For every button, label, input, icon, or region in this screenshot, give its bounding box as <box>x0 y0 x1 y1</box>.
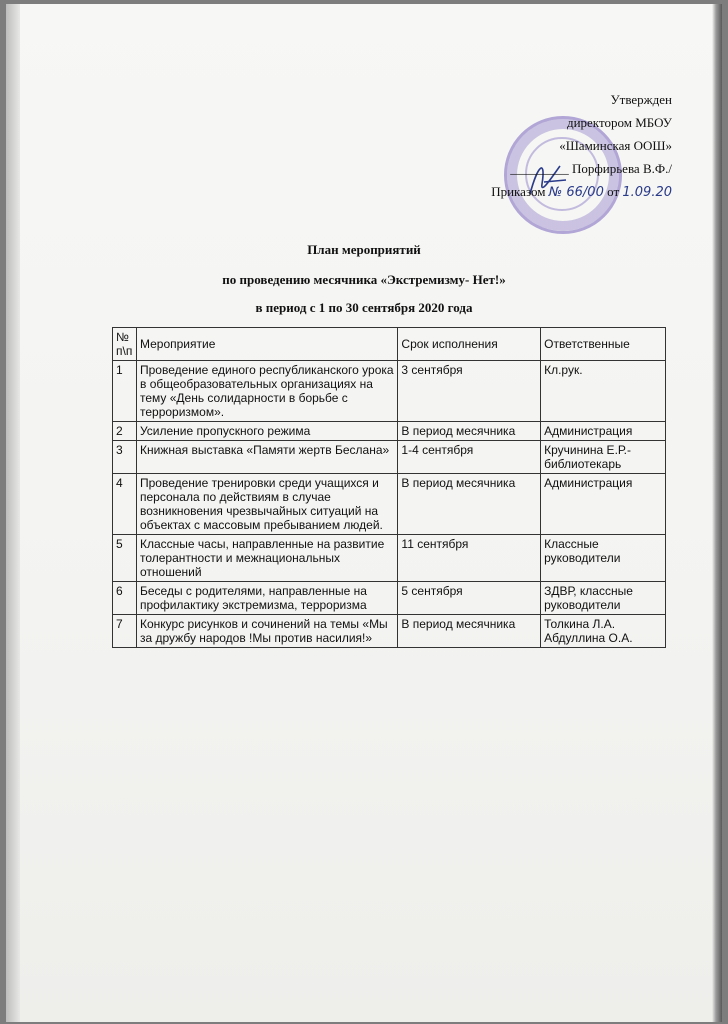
document-title: План мероприятий <box>307 242 421 257</box>
cell-event: Беседы с родителями, направленные на профилактику экстремизма, терроризма <box>136 582 397 615</box>
table-row <box>113 474 666 535</box>
cell-event: Книжная выставка «Памяти жертв Беслана» <box>136 441 397 474</box>
document-subtitle: по проведению месячника «Экстремизму- Нет!» <box>222 272 506 287</box>
table-row <box>113 361 666 422</box>
cell-number: 4 <box>113 474 137 535</box>
approval-line-signer: _________ Порфирьева В.Ф./ <box>510 161 672 176</box>
table-row <box>113 582 666 615</box>
cell-responsible: Классные руководители <box>541 535 666 582</box>
approval-line-approved: Утвержден <box>610 92 672 107</box>
document-page <box>6 4 722 1022</box>
cell-date: 1-4 сентября <box>398 441 541 474</box>
approval-block <box>491 88 672 204</box>
cell-number: 2 <box>113 422 137 441</box>
cell-date: В период месячника <box>398 422 541 441</box>
page-edge-left <box>6 4 20 1022</box>
cell-date: 5 сентября <box>398 582 541 615</box>
cell-date: 11 сентября <box>398 535 541 582</box>
cell-number: 5 <box>113 535 137 582</box>
cell-responsible: ЗДВР, классные руководители <box>541 582 666 615</box>
table-row <box>113 441 666 474</box>
cell-responsible: Администрация <box>541 422 666 441</box>
cell-responsible: Толкина Л.А. Абдуллина О.А. <box>541 615 666 648</box>
cell-event: Конкурс рисунков и сочинений на темы «Мы за дружбу народов !Мы против насилия!» <box>136 615 397 648</box>
document-period: в период с 1 по 30 сентября 2020 года <box>255 300 473 315</box>
cell-date: 3 сентября <box>398 361 541 422</box>
cell-date: В период месячника <box>398 615 541 648</box>
cell-date: В период месячника <box>398 474 541 535</box>
approval-line-director: директором МБОУ <box>566 115 672 130</box>
page-edge-right <box>712 4 722 1022</box>
col-header-event: Мероприятие <box>136 328 397 361</box>
order-number: № 66/00 <box>548 185 604 200</box>
cell-event: Усиление пропускного режима <box>136 422 397 441</box>
approval-line-order <box>491 180 672 204</box>
cell-event: Проведение единого республиканского урока в общеобразовательных организациях на тему «День солидарности в борьбе с терроризмом». <box>136 361 397 422</box>
table-header-row <box>113 328 666 361</box>
order-date: 1.09.20 <box>622 185 672 200</box>
cell-number: 3 <box>113 441 137 474</box>
table-row <box>113 422 666 441</box>
cell-number: 1 <box>113 361 137 422</box>
cell-responsible: Администрация <box>541 474 666 535</box>
col-header-responsible: Ответственные <box>541 328 666 361</box>
table-row <box>113 615 666 648</box>
col-header-number: № п\п <box>113 328 137 361</box>
cell-event: Классные часы, направленные на развитие толерантности и межнациональных отношений <box>136 535 397 582</box>
cell-event: Проведение тренировки среди учащихся и персонала по действиям в случае возникновения чрезвычайных ситуаций на объектах с массовым пребыванием людей. <box>136 474 397 535</box>
cell-responsible: Кл.рук. <box>541 361 666 422</box>
approval-line-school: «Шаминская ООШ» <box>559 138 672 153</box>
col-header-date: Срок исполнения <box>398 328 541 361</box>
cell-responsible: Кручинина Е.Р.-библиотекарь <box>541 441 666 474</box>
order-from: от <box>607 184 620 199</box>
cell-number: 6 <box>113 582 137 615</box>
events-table <box>112 327 666 648</box>
cell-number: 7 <box>113 615 137 648</box>
table-row <box>113 535 666 582</box>
order-label: Приказом <box>491 184 546 199</box>
